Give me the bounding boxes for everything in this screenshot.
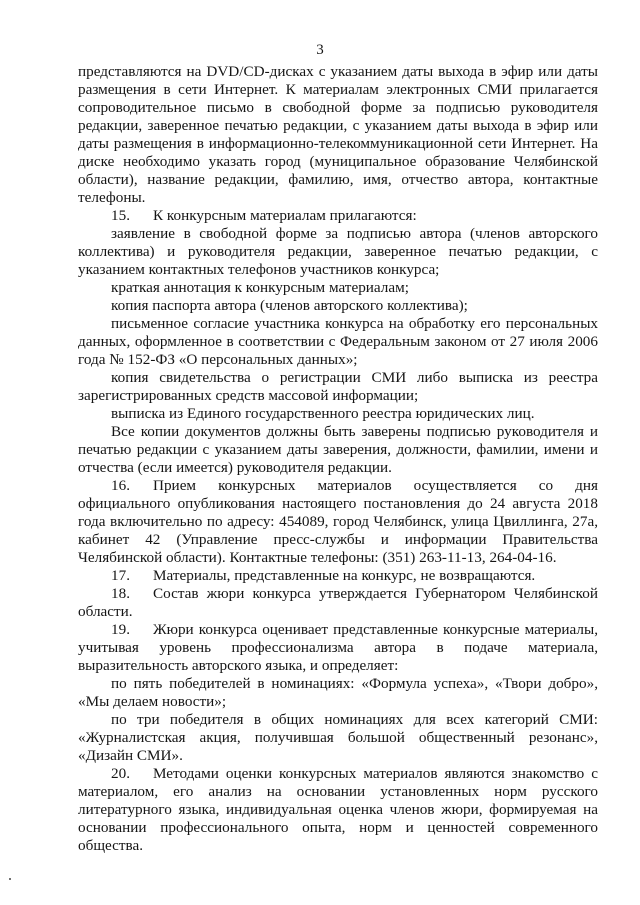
- paragraph-item-20: [78, 765, 598, 855]
- paragraph-item-15: [78, 207, 598, 225]
- paragraph-legal-entity-extract: выписка из Единого государственного реестра юридических лиц.: [111, 405, 535, 422]
- paragraph-copies-certified: Все копии документов должны быть заверены подписью руководителя и печатью редакции с указанием даты заверения, должности, фамилии, имени и отчества (если имеется) руководителя редакции.: [78, 423, 598, 476]
- paragraph-continuation: представляются на DVD/CD-дисках с указанием даты выхода в эфир или даты размещения в сети Интернет. К материалам электронных СМИ прилагается сопроводительное письмо в свободной форме за подписью руководителя редакции, заверенное печатью редакции, с указанием даты выхода в эфир или даты размещения в информационно-телекоммуникационной сети Интернет. На диске необходимо указать город (муниципальное образование Челябинской области), название редакции, фамилию, имя, отчество автора, контактные телефоны.: [78, 63, 598, 206]
- item-number: 16.: [111, 477, 130, 494]
- item-number: 15.: [111, 207, 130, 224]
- paragraph-item-16: [78, 477, 598, 567]
- item-number: 17.: [111, 567, 130, 584]
- item-number: 18.: [111, 585, 130, 602]
- paragraph-item-19: [78, 621, 598, 675]
- paragraph-registration-certificate: копия свидетельства о регистрации СМИ либо выписка из реестра зарегистрированных средств массовой информации;: [78, 369, 598, 404]
- item-text: Методами оценки конкурсных материалов являются знакомство с материалом, его анализ на основании установленных норм русского литературного языка, индивидуальная оценка членов жюри, формируемая на основании профессионального опыта, норм и ценностей современного общества.: [78, 765, 598, 854]
- paragraph-item-18: [78, 585, 598, 621]
- paragraph-item-17: [78, 567, 598, 585]
- item-text: Материалы, представленные на конкурс, не возвращаются.: [153, 567, 536, 584]
- item-number: 19.: [111, 621, 130, 638]
- item-number: 20.: [111, 765, 130, 782]
- item-text: Состав жюри конкурса утверждается Губернатором Челябинской области.: [78, 585, 598, 620]
- paragraph-five-winners: по пять победителей в номинациях: «Формула успеха», «Твори добро», «Мы делаем новости»;: [78, 675, 598, 710]
- paragraph-personal-data-consent: письменное согласие участника конкурса на обработку его персональных данных, оформленное в соответствии с Федеральным законом от 27 июля 2006 года № 152-ФЗ «О персональных данных»;: [78, 315, 598, 368]
- item-text: Жюри конкурса оценивает представленные конкурсные материалы, учитывая уровень профессионализма автора в подаче материала, выразительность авторского языка, и определяет:: [78, 621, 598, 674]
- scan-artifact: [9, 878, 11, 880]
- document-body: [78, 63, 598, 855]
- item-text: К конкурсным материалам прилагаются:: [153, 207, 417, 224]
- paragraph-passport-copy: копия паспорта автора (членов авторского коллектива);: [111, 297, 468, 314]
- paragraph-application-form: заявление в свободной форме за подписью автора (членов авторского коллектива) и руководителя редакции, заверенное печатью редакции, с указанием контактных телефонов участников конкурса;: [78, 225, 598, 278]
- page-number: 3: [316, 42, 324, 58]
- item-text: Прием конкурсных материалов осуществляется со дня официального опубликования настоящего постановления до 24 августа 2018 года включительно по адресу: 454089, город Челябинск, улица Цвиллинга, 27а, кабинет 42 (Управление пресс-службы и информации Правительства Челябинской области). Контактные телефоны: (351) 263-11-13, 264-04-16.: [78, 477, 598, 566]
- paragraph-three-winners: по три победителя в общих номинациях для всех категорий СМИ: «Журналистская акция, получившая большой общественный резонанс», «Дизайн СМИ».: [78, 711, 598, 764]
- paragraph-annotation: краткая аннотация к конкурсным материалам;: [111, 279, 409, 296]
